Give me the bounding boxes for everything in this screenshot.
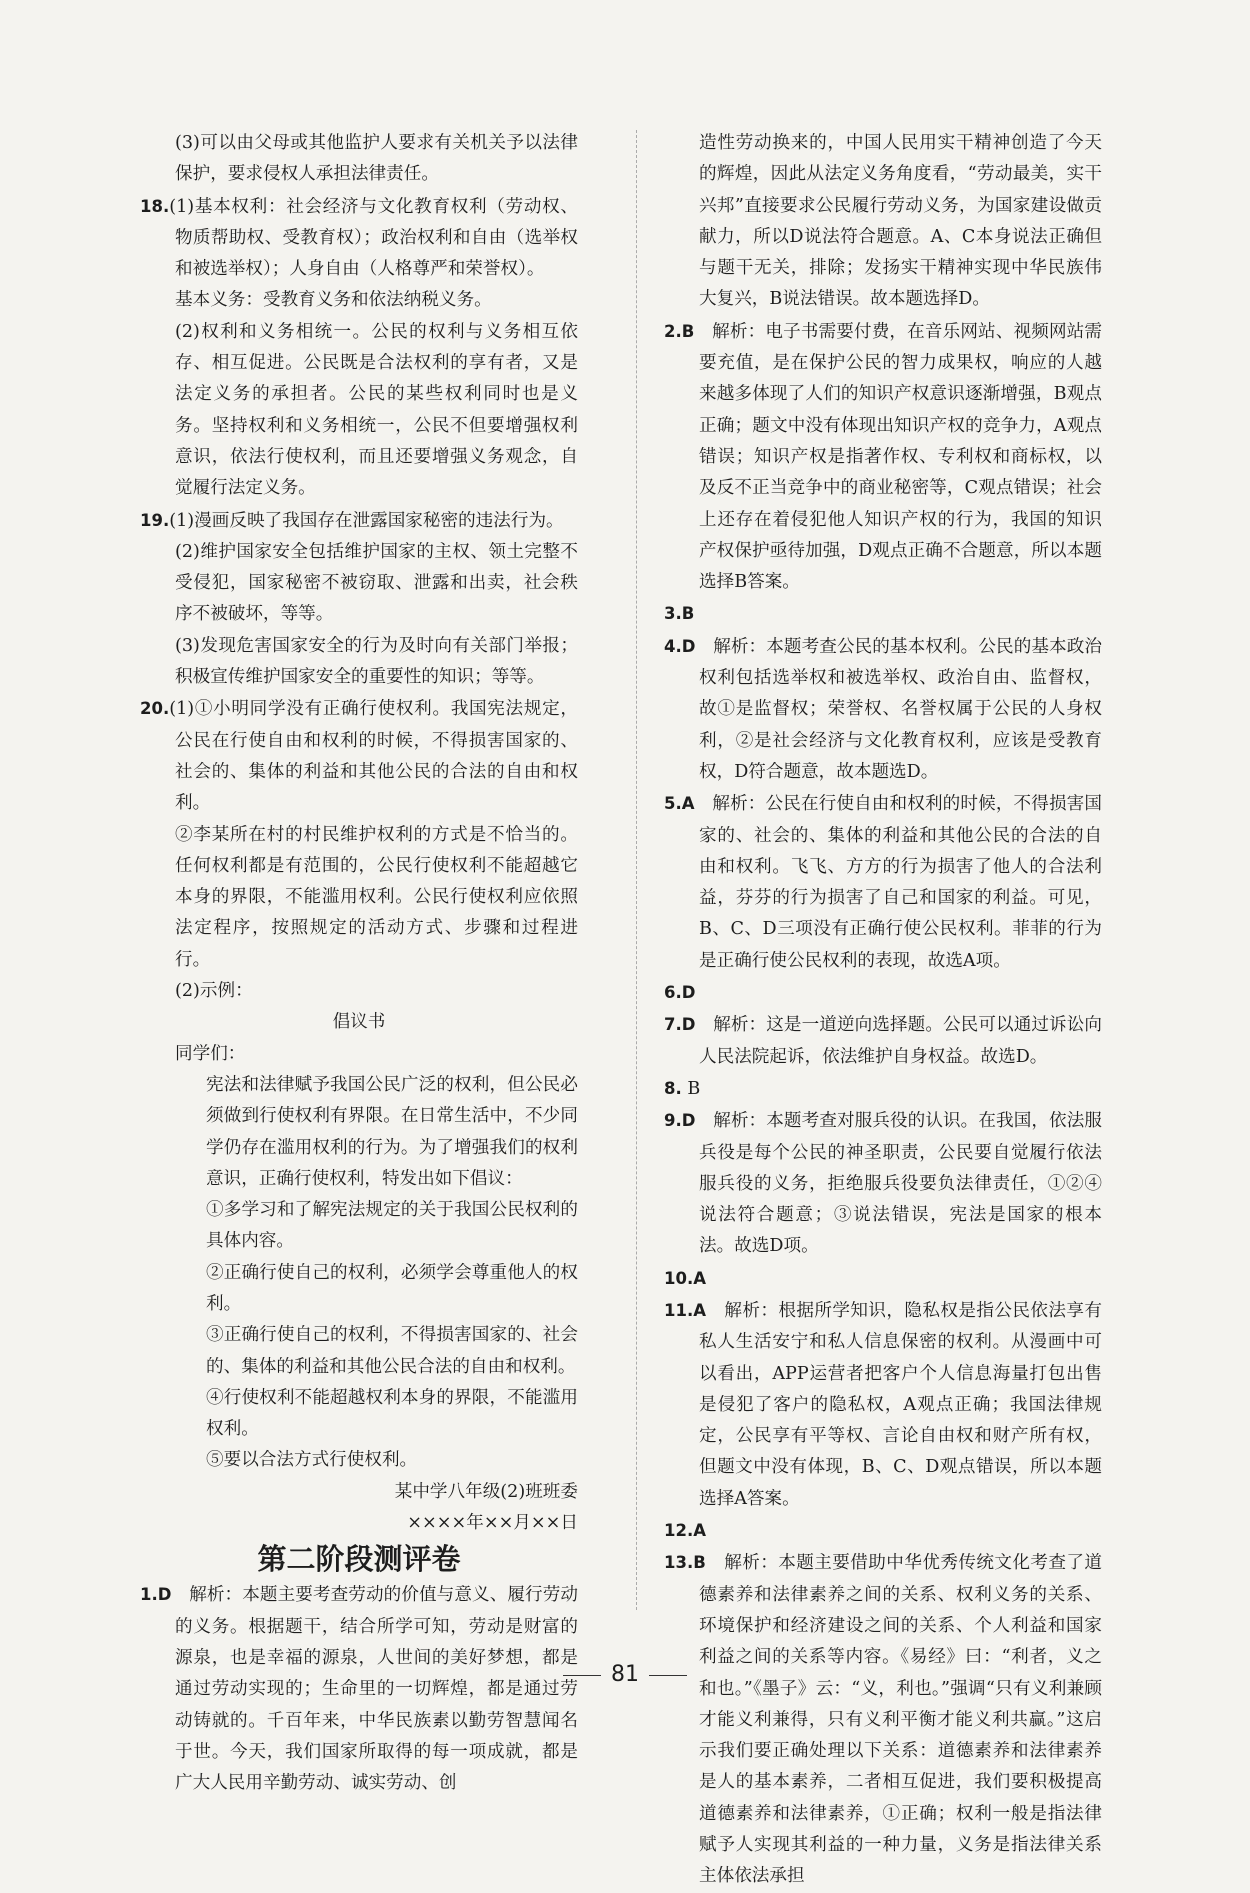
paragraph — [664, 631, 1102, 788]
paragraph — [140, 976, 578, 1007]
paragraph-text: B — [681, 1078, 701, 1099]
question-number: 13.B — [664, 1553, 706, 1573]
paragraph-text: 倡议书 — [332, 1012, 386, 1033]
paragraph-text: 解析：本题主要考查劳动的价值与意义、履行劳动的义务。根据题干，结合所学可知，劳动是财富的源泉，也是幸福的源泉，人世间的美好梦想，都是通过劳动实现的；生命里的一切辉煌，都是通过劳动铸就的。千百年来，中华民族素以勤劳智慧闻名于世。今天，我们国家所取得的每一项成就，都是广大人民用辛勤劳动、诚实劳动、创 — [171, 1585, 578, 1794]
left-column — [140, 128, 578, 1799]
question-number: 8. — [664, 1078, 682, 1098]
paragraph-text: (2)示例： — [175, 981, 253, 1002]
paragraph — [140, 1070, 578, 1195]
paragraph-text: 解析：本题考查公民的基本权利。公民的基本政治权利包括选举权和被选举权、政治自由、监督权，故①是监督权；荣誉权、名誉权属于公民的人身权利，②是社会经济与文化教育权利，应该是受教育权，D符合题意，故本题选D。 — [695, 636, 1102, 782]
paragraph-text: 解析：电子书需要付费，在音乐网站、视频网站需要充值，是在保护公民的智力成果权，响应的人越来越多体现了人们的知识产权意识逐渐增强，B观点正确；题文中没有体现出知识产权的竞争力，A观点错误；知识产权是指著作权、专利权和商标权，以及反不正当竞争中的商业秘密等，C观点错误；社会上还存在着侵犯他人知识产权的行为，我国的知识产权保护亟待加强，D观点正确不合题意，所以本题选择B答案。 — [694, 321, 1102, 593]
question-number: 7.D — [664, 1015, 696, 1035]
paragraph — [140, 1320, 578, 1383]
paragraph-text: ②李某所在村的村民维护权利的方式是不恰当的。任何权利都是有范围的，公民行使权利不能超越它本身的界限，不能滥用权利。公民行使权利应依照法定程序，按照规定的活动方式、步骤和过程进行。 — [175, 824, 578, 970]
paragraph — [140, 1477, 578, 1508]
page-number: 81 — [611, 1662, 639, 1687]
paragraph — [664, 1009, 1102, 1073]
paragraph — [140, 1579, 578, 1799]
question-number: 5.A — [664, 794, 695, 814]
question-number: 12.A — [664, 1521, 706, 1541]
paragraph-text: 解析：本题主要借助中华优秀传统文化考查了道德素养和法律素养之间的关系、权利义务的关系、环境保护和经济建设之间的关系、个人利益和国家利益之间的关系等内容。《易经》曰：“利者，义之和也。”《墨子》云：“义，利也。”强调“只有义利兼顾才能义利兼得，只有义利平衡才能义利共赢。”这启示我们要正确处理以下关系：道德素养和法律素养是人的基本素养，二者相互促进，我们要积极提高道德素养和法律素养，①正确；权利一般是指法律赋予人实现其利益的一种力量，义务是指法律关系主体依法承担 — [699, 1553, 1102, 1887]
question-number: 19. — [140, 510, 170, 530]
paragraph — [664, 977, 1102, 1009]
paragraph — [140, 505, 578, 537]
paragraph-text: 基本义务：受教育义务和依法纳税义务。 — [175, 290, 492, 311]
paragraph — [664, 1105, 1102, 1262]
paragraph-text: 某中学八年级(2)班班委 — [394, 1481, 578, 1502]
paragraph — [140, 1039, 578, 1070]
question-number: 20. — [140, 699, 170, 719]
paragraph-text: 解析：本题考查对服兵役的认识。在我国，依法服兵役是每个公民的神圣职责，公民要自觉履行依法服兵役的义务，拒绝服兵役要负法律责任，①②④说法符合题意；③说法错误，宪法是国家的根本法。故选D项。 — [695, 1111, 1102, 1257]
paragraph-text: (1)①小明同学没有正确行使权利。我国宪法规定，公民在行使自由和权利的时候，不得损害国家的、社会的、集体的利益和其他公民的合法的自由和权利。 — [169, 699, 578, 814]
paragraph — [664, 316, 1102, 599]
paragraph — [664, 788, 1102, 977]
paragraph-text: ××××年××月××日 — [407, 1513, 578, 1534]
paragraph-text: (2)维护国家安全包括维护国家的主权、领土完整不受侵犯，国家秘密不被窃取、泄露和出卖，社会秩序不被破坏，等等。 — [175, 541, 578, 625]
paragraph-text: (3)发现危害国家安全的行为及时向有关部门举报；积极宣传维护国家安全的重要性的知识；等等。 — [175, 635, 578, 688]
paragraph — [664, 1295, 1102, 1515]
paragraph — [140, 128, 578, 191]
paragraph — [140, 1445, 578, 1476]
paragraph — [664, 1073, 1102, 1105]
paragraph-text: ③正确行使自己的权利，不得损害国家的、社会的、集体的利益和其他公民合法的自由和权利。 — [206, 1325, 578, 1377]
column-divider — [636, 130, 637, 1610]
paragraph-text: ⑤要以合法方式行使权利。 — [206, 1450, 418, 1471]
paragraph — [140, 285, 578, 316]
paragraph-text: (1)基本权利：社会经济与文化教育权利（劳动权、物质帮助权、受教育权）；政治权利和自由（选举权和被选举权）；人身自由（人格尊严和荣誉权）。 — [169, 196, 578, 280]
paragraph — [664, 128, 1102, 316]
paragraph — [140, 317, 578, 505]
question-number: 6.D — [664, 983, 696, 1003]
paragraph — [140, 191, 578, 286]
paragraph — [664, 1515, 1102, 1547]
paragraph — [140, 820, 578, 976]
paragraph — [140, 1508, 578, 1539]
paragraph — [140, 1195, 578, 1258]
question-number: 10.A — [664, 1268, 706, 1288]
paragraph-text: ②正确行使自己的权利，必须学会尊重他人的权利。 — [206, 1262, 578, 1314]
question-number: 11.A — [664, 1300, 706, 1320]
question-number: 3.B — [664, 604, 695, 624]
paragraph — [140, 693, 578, 819]
paragraph — [140, 1383, 578, 1446]
page-footer — [0, 1662, 1250, 1687]
footer-dash-right — [649, 1675, 687, 1676]
paragraph-text: 解析：这是一道逆向选择题。公民可以通过诉讼向人民法院起诉，依法维护自身权益。故选D。 — [695, 1015, 1102, 1067]
paragraph-text: 解析：公民在行使自由和权利的时候，不得损害国家的、社会的、集体的利益和其他公民的合法的自由和权利。飞飞、方方的行为损害了他人的合法利益，芬芬的行为损害了自己和国家的利益。可见，B、C、D三项没有正确行使公民权利。菲菲的行为是正确行使公民权利的表现，故选A项。 — [694, 794, 1102, 971]
section-title: 第二阶段测评卷 — [257, 1542, 461, 1577]
paragraph — [140, 1258, 578, 1321]
paragraph-text: 解析：根据所学知识，隐私权是指公民依法享有私人生活安宁和私人信息保密的权利。从漫画中可以看出，APP运营者把客户个人信息海量打包出售是侵犯了客户的隐私权，A观点正确；我国法律规定，公民享有平等权、言论自由权和财产所有权，但题文中没有体现，B、C、D观点错误，所以本题选择A答案。 — [699, 1300, 1102, 1509]
paragraph — [140, 537, 578, 631]
question-number: 18. — [140, 196, 170, 216]
paragraph-text: 造性劳动换来的，中国人民用实干精神创造了今天的辉煌，因此从法定义务角度看，“劳动最美，实干兴邦”直接要求公民履行劳动义务，为国家建设做贡献力，所以D说法符合题意。A、C本身说法正确但与题干无关，排除；发扬实干精神实现中华民族伟大复兴，B说法错误。故本题选择D。 — [699, 133, 1102, 310]
paragraph-text: ①多学习和了解宪法规定的关于我国公民权利的具体内容。 — [206, 1200, 578, 1252]
question-number: 2.B — [664, 321, 695, 341]
question-number: 9.D — [664, 1111, 696, 1131]
paragraph-text: 宪法和法律赋予我国公民广泛的权利，但公民必须做到行使权利有界限。在日常生活中，不少同学仍存在滥用权利的行为。为了增强我们的权利意识，正确行使权利，特发出如下倡议： — [206, 1074, 578, 1189]
right-column — [664, 128, 1102, 1893]
footer-dash-left — [563, 1675, 601, 1676]
question-number: 4.D — [664, 636, 696, 656]
paragraph — [140, 631, 578, 694]
paragraph-text: (3)可以由父母或其他监护人要求有关机关予以法律保护，要求侵权人承担法律责任。 — [175, 133, 578, 185]
paragraph-text: 同学们： — [175, 1043, 246, 1064]
paragraph-text: (1)漫画反映了我国存在泄露国家秘密的违法行为。 — [169, 510, 564, 531]
question-number: 1.D — [140, 1585, 172, 1605]
paragraph — [140, 1007, 578, 1038]
paragraph — [664, 1547, 1102, 1892]
paragraph-text: (2)权利和义务相统一。公民的权利与义务相互依存、相互促进。公民既是合法权利的享有者，又是法定义务的承担者。公民的某些权利同时也是义务。坚持权利和义务相统一，公民不但要增强权利意识，依法行使权利，而且还要增强义务观念，自觉履行法定义务。 — [175, 321, 578, 499]
paragraph — [664, 1263, 1102, 1295]
paragraph-text: ④行使权利不能超越权利本身的界限，不能滥用权利。 — [206, 1387, 578, 1440]
paragraph — [664, 598, 1102, 630]
